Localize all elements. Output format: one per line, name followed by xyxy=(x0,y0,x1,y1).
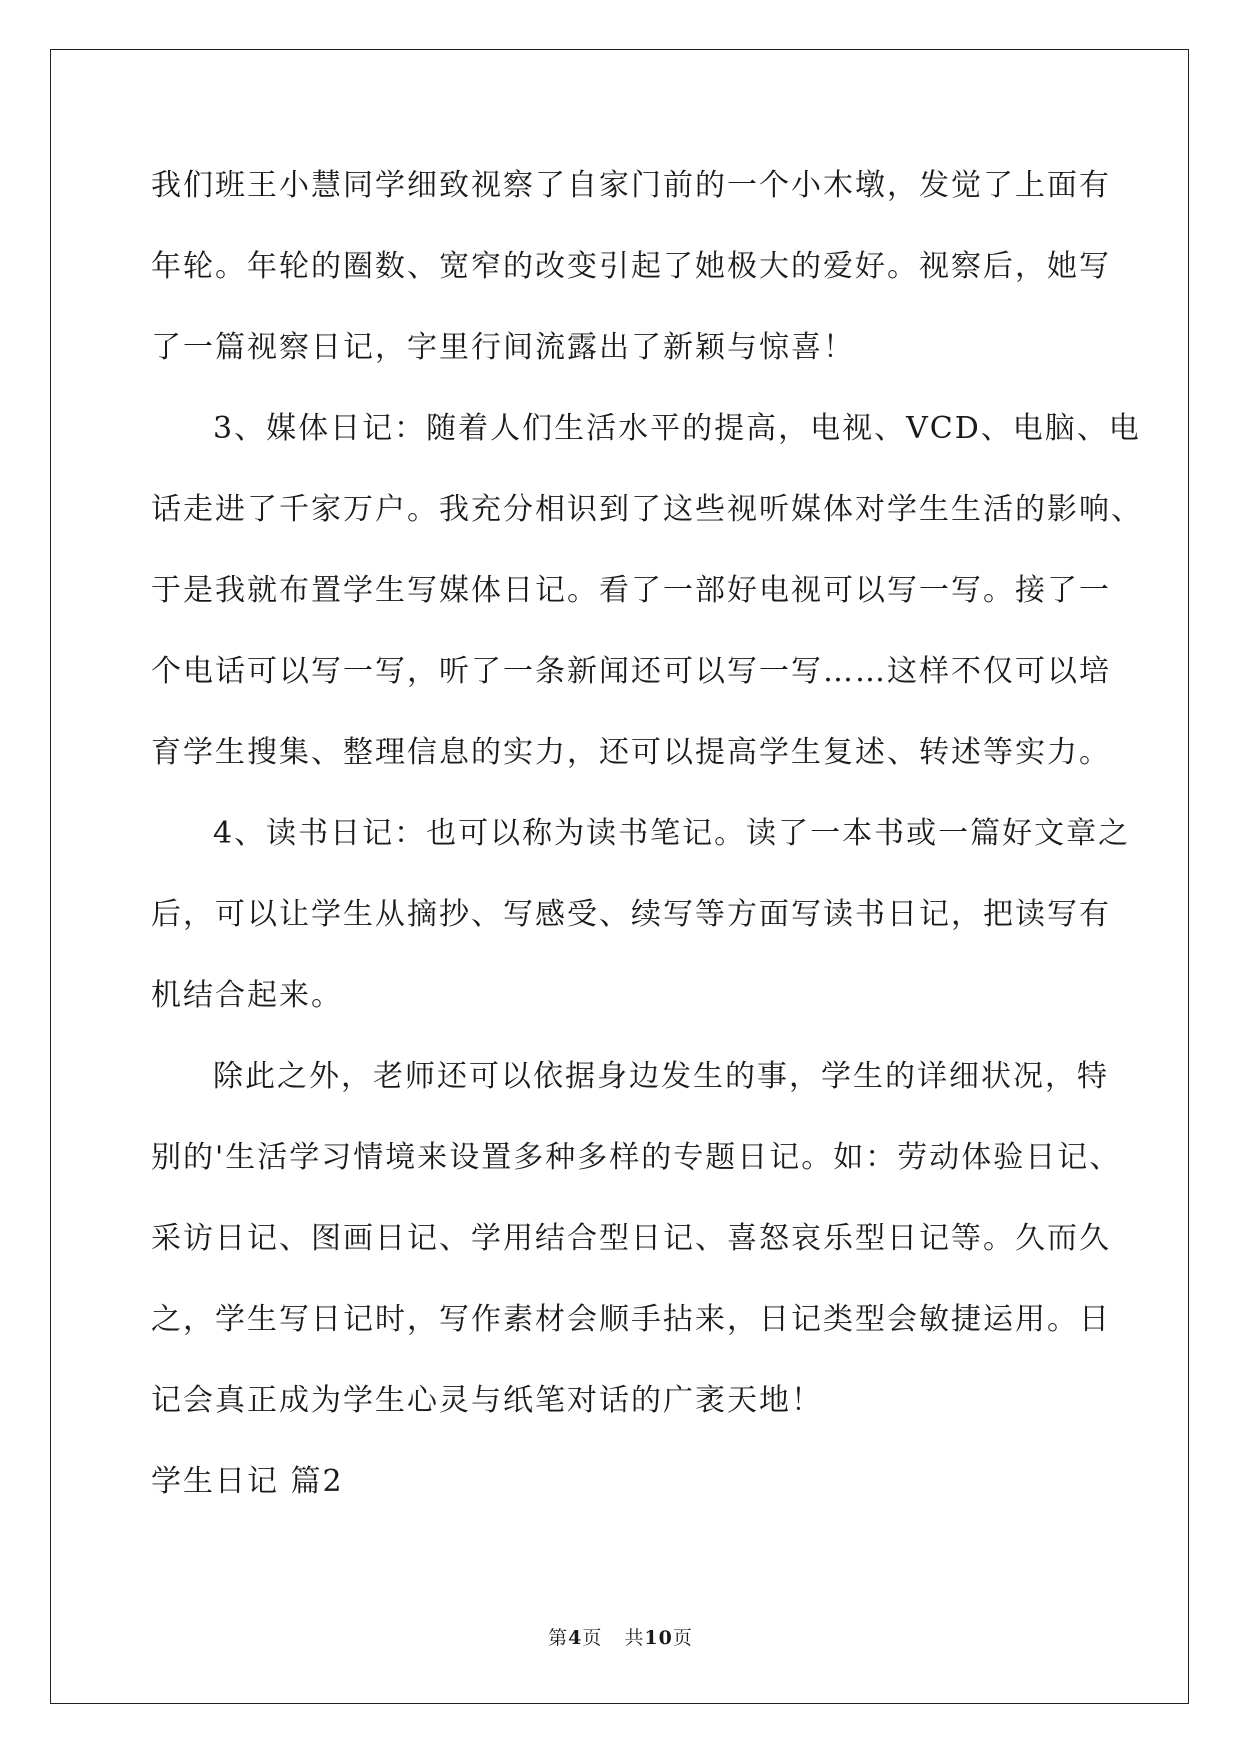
text-line: 于是我就布置学生写媒体日记。看了一部好电视可以写一写。接了一 xyxy=(151,573,1111,608)
text-line: 后，可以让学生从摘抄、写感受、续写等方面写读书日记，把读写有 xyxy=(151,897,1111,932)
section-heading: 学生日记 篇2 xyxy=(151,1464,344,1499)
text-line: 年轮。年轮的圈数、宽窄的改变引起了她极大的爱好。视察后，她写 xyxy=(151,249,1111,284)
text-line: 之，学生写日记时，写作素材会顺手拈来，日记类型会敏捷运用。日 xyxy=(151,1302,1111,1337)
text-line: 个电话可以写一写，听了一条新闻还可以写一写……这样不仅可以培 xyxy=(151,654,1111,689)
page-prefix: 第 xyxy=(548,1627,569,1649)
text-line: 话走进了千家万户。我充分相识到了这些视听媒体对学生生活的影响、 xyxy=(151,492,1143,527)
text-line: 我们班王小慧同学细致视察了自家门前的一个小木墩，发觉了上面有 xyxy=(151,168,1111,203)
total-page-count: 10 xyxy=(644,1627,673,1649)
page-footer xyxy=(0,1623,1241,1650)
text-line: 了一篇视察日记，字里行间流露出了新颖与惊喜！ xyxy=(151,330,855,365)
text-line: 育学生搜集、整理信息的实力，还可以提高学生复述、转述等实力。 xyxy=(151,735,1111,770)
text-line: 采访日记、图画日记、学用结合型日记、喜怒哀乐型日记等。久而久 xyxy=(151,1221,1111,1256)
text-line: 别的'生活学习情境来设置多种多样的专题日记。如：劳动体验日记、 xyxy=(151,1140,1122,1175)
page-suffix: 页 xyxy=(582,1627,603,1649)
text-line: 记会真正成为学生心灵与纸笔对话的广袤天地！ xyxy=(151,1383,823,1418)
total-prefix: 共 xyxy=(624,1627,645,1649)
current-page-number: 4 xyxy=(568,1627,583,1649)
document-body xyxy=(151,165,1143,1502)
paragraph-start-line: 4、读书日记：也可以称为读书笔记。读了一本书或一篇好文章之 xyxy=(213,816,1131,851)
total-suffix: 页 xyxy=(672,1627,693,1649)
paragraph-start-line: 除此之外，老师还可以依据身边发生的事，学生的详细状况，特 xyxy=(213,1059,1109,1094)
paragraph-start-line: 3、媒体日记：随着人们生活水平的提高，电视、VCD、电脑、电 xyxy=(213,411,1141,446)
text-line: 机结合起来。 xyxy=(151,978,343,1013)
